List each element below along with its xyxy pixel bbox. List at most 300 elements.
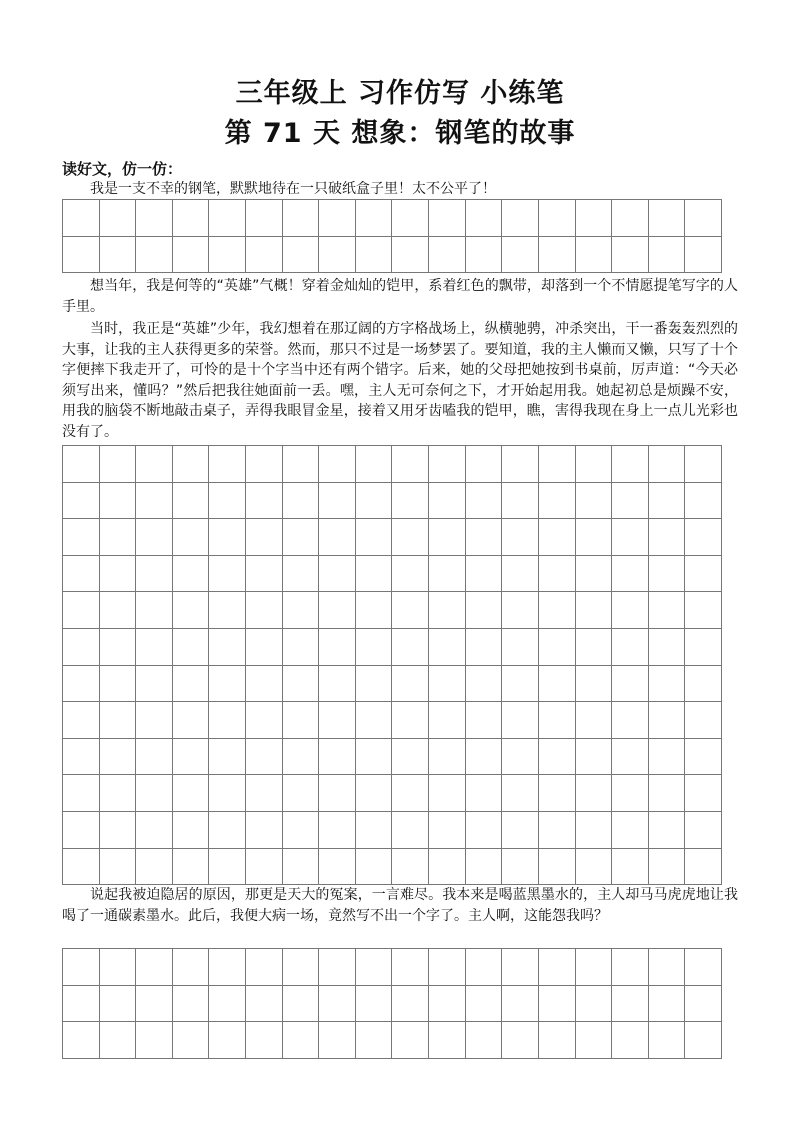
grid-cell[interactable] (209, 237, 246, 274)
grid-cell[interactable] (502, 592, 539, 629)
grid-cell[interactable] (649, 849, 686, 886)
grid-cell[interactable] (356, 237, 393, 274)
grid-cell[interactable] (429, 812, 466, 849)
grid-cell[interactable] (685, 812, 722, 849)
grid-cell[interactable] (246, 519, 283, 556)
grid-cell[interactable] (392, 556, 429, 593)
grid-cell[interactable] (319, 519, 356, 556)
grid-cell[interactable] (173, 775, 210, 812)
grid-cell[interactable] (63, 1022, 100, 1059)
grid-cell[interactable] (209, 200, 246, 237)
grid-cell[interactable] (685, 556, 722, 593)
grid-cell[interactable] (319, 986, 356, 1023)
grid-cell[interactable] (319, 775, 356, 812)
practice-grid-1[interactable] (62, 199, 722, 273)
grid-cell[interactable] (612, 666, 649, 703)
grid-cell[interactable] (173, 849, 210, 886)
grid-cell[interactable] (283, 666, 320, 703)
grid-cell[interactable] (63, 666, 100, 703)
grid-cell[interactable] (576, 556, 613, 593)
grid-cell[interactable] (173, 949, 210, 986)
grid-cell[interactable] (539, 556, 576, 593)
grid-cell[interactable] (356, 519, 393, 556)
grid-cell[interactable] (136, 949, 173, 986)
grid-cell[interactable] (246, 949, 283, 986)
grid-cell[interactable] (356, 702, 393, 739)
grid-cell[interactable] (319, 237, 356, 274)
grid-cell[interactable] (649, 592, 686, 629)
grid-cell[interactable] (209, 812, 246, 849)
grid-cell[interactable] (246, 812, 283, 849)
grid-cell[interactable] (136, 1022, 173, 1059)
grid-cell[interactable] (136, 629, 173, 666)
grid-cell[interactable] (246, 592, 283, 629)
grid-cell[interactable] (539, 200, 576, 237)
grid-cell[interactable] (429, 775, 466, 812)
grid-cell[interactable] (392, 237, 429, 274)
grid-cell[interactable] (356, 849, 393, 886)
grid-cell[interactable] (356, 812, 393, 849)
grid-cell[interactable] (283, 986, 320, 1023)
grid-cell[interactable] (63, 237, 100, 274)
grid-cell[interactable] (100, 556, 137, 593)
grid-cell[interactable] (356, 949, 393, 986)
grid-cell[interactable] (100, 592, 137, 629)
grid-cell[interactable] (649, 949, 686, 986)
grid-cell[interactable] (649, 629, 686, 666)
grid-cell[interactable] (649, 739, 686, 776)
grid-cell[interactable] (576, 592, 613, 629)
grid-cell[interactable] (392, 775, 429, 812)
grid-cell[interactable] (576, 519, 613, 556)
grid-cell[interactable] (429, 1022, 466, 1059)
grid-cell[interactable] (283, 556, 320, 593)
grid-cell[interactable] (100, 446, 137, 483)
grid-cell[interactable] (283, 237, 320, 274)
grid-cell[interactable] (466, 702, 503, 739)
grid-cell[interactable] (173, 446, 210, 483)
grid-cell[interactable] (539, 702, 576, 739)
grid-cell[interactable] (649, 200, 686, 237)
grid-cell[interactable] (466, 629, 503, 666)
grid-cell[interactable] (685, 849, 722, 886)
grid-cell[interactable] (136, 849, 173, 886)
grid-cell[interactable] (392, 483, 429, 520)
grid-cell[interactable] (612, 519, 649, 556)
grid-cell[interactable] (502, 812, 539, 849)
grid-cell[interactable] (209, 849, 246, 886)
grid-cell[interactable] (209, 949, 246, 986)
grid-cell[interactable] (319, 483, 356, 520)
grid-cell[interactable] (392, 812, 429, 849)
grid-cell[interactable] (429, 702, 466, 739)
grid-cell[interactable] (466, 666, 503, 703)
grid-cell[interactable] (356, 483, 393, 520)
grid-cell[interactable] (246, 849, 283, 886)
grid-cell[interactable] (356, 629, 393, 666)
grid-cell[interactable] (392, 666, 429, 703)
grid-cell[interactable] (136, 519, 173, 556)
grid-cell[interactable] (429, 629, 466, 666)
grid-cell[interactable] (539, 446, 576, 483)
grid-cell[interactable] (612, 556, 649, 593)
grid-cell[interactable] (466, 986, 503, 1023)
grid-cell[interactable] (429, 986, 466, 1023)
practice-grid-2[interactable] (62, 445, 722, 885)
grid-cell[interactable] (429, 237, 466, 274)
grid-cell[interactable] (246, 666, 283, 703)
grid-cell[interactable] (319, 556, 356, 593)
grid-cell[interactable] (612, 739, 649, 776)
grid-cell[interactable] (612, 849, 649, 886)
grid-cell[interactable] (685, 702, 722, 739)
grid-cell[interactable] (209, 702, 246, 739)
grid-cell[interactable] (539, 1022, 576, 1059)
grid-cell[interactable] (319, 446, 356, 483)
grid-cell[interactable] (502, 519, 539, 556)
grid-cell[interactable] (136, 702, 173, 739)
grid-cell[interactable] (502, 1022, 539, 1059)
grid-cell[interactable] (612, 200, 649, 237)
grid-cell[interactable] (209, 739, 246, 776)
grid-cell[interactable] (649, 702, 686, 739)
grid-cell[interactable] (502, 629, 539, 666)
grid-cell[interactable] (209, 556, 246, 593)
grid-cell[interactable] (576, 237, 613, 274)
grid-cell[interactable] (100, 702, 137, 739)
grid-cell[interactable] (466, 775, 503, 812)
grid-cell[interactable] (612, 592, 649, 629)
grid-cell[interactable] (685, 200, 722, 237)
grid-cell[interactable] (685, 1022, 722, 1059)
grid-cell[interactable] (173, 666, 210, 703)
grid-cell[interactable] (100, 812, 137, 849)
grid-cell[interactable] (283, 702, 320, 739)
grid-cell[interactable] (209, 1022, 246, 1059)
grid-cell[interactable] (392, 200, 429, 237)
grid-cell[interactable] (685, 629, 722, 666)
grid-cell[interactable] (502, 702, 539, 739)
grid-cell[interactable] (63, 812, 100, 849)
grid-cell[interactable] (319, 702, 356, 739)
grid-cell[interactable] (429, 666, 466, 703)
grid-cell[interactable] (685, 666, 722, 703)
grid-cell[interactable] (356, 739, 393, 776)
grid-cell[interactable] (466, 519, 503, 556)
grid-cell[interactable] (539, 812, 576, 849)
grid-cell[interactable] (466, 949, 503, 986)
grid-cell[interactable] (612, 446, 649, 483)
grid-cell[interactable] (466, 446, 503, 483)
grid-cell[interactable] (612, 629, 649, 666)
grid-cell[interactable] (173, 986, 210, 1023)
grid-cell[interactable] (173, 629, 210, 666)
grid-cell[interactable] (685, 519, 722, 556)
grid-cell[interactable] (649, 556, 686, 593)
grid-cell[interactable] (136, 483, 173, 520)
grid-cell[interactable] (63, 986, 100, 1023)
grid-cell[interactable] (319, 666, 356, 703)
grid-cell[interactable] (429, 556, 466, 593)
grid-cell[interactable] (173, 483, 210, 520)
grid-cell[interactable] (356, 775, 393, 812)
grid-cell[interactable] (392, 739, 429, 776)
grid-cell[interactable] (173, 702, 210, 739)
grid-cell[interactable] (173, 739, 210, 776)
grid-cell[interactable] (246, 1022, 283, 1059)
grid-cell[interactable] (100, 775, 137, 812)
grid-cell[interactable] (100, 483, 137, 520)
grid-cell[interactable] (100, 629, 137, 666)
grid-cell[interactable] (319, 1022, 356, 1059)
grid-cell[interactable] (100, 666, 137, 703)
grid-cell[interactable] (173, 519, 210, 556)
grid-cell[interactable] (63, 519, 100, 556)
grid-cell[interactable] (429, 483, 466, 520)
grid-cell[interactable] (429, 739, 466, 776)
grid-cell[interactable] (392, 1022, 429, 1059)
grid-cell[interactable] (539, 519, 576, 556)
grid-cell[interactable] (649, 519, 686, 556)
grid-cell[interactable] (466, 812, 503, 849)
grid-cell[interactable] (539, 949, 576, 986)
grid-cell[interactable] (319, 739, 356, 776)
grid-cell[interactable] (63, 702, 100, 739)
grid-cell[interactable] (466, 483, 503, 520)
grid-cell[interactable] (429, 519, 466, 556)
grid-cell[interactable] (685, 592, 722, 629)
grid-cell[interactable] (63, 483, 100, 520)
grid-cell[interactable] (685, 986, 722, 1023)
grid-cell[interactable] (209, 775, 246, 812)
grid-cell[interactable] (209, 483, 246, 520)
grid-cell[interactable] (649, 986, 686, 1023)
grid-cell[interactable] (283, 446, 320, 483)
grid-cell[interactable] (63, 592, 100, 629)
grid-cell[interactable] (136, 775, 173, 812)
grid-cell[interactable] (209, 446, 246, 483)
grid-cell[interactable] (356, 556, 393, 593)
grid-cell[interactable] (539, 986, 576, 1023)
grid-cell[interactable] (466, 849, 503, 886)
grid-cell[interactable] (502, 446, 539, 483)
grid-cell[interactable] (246, 556, 283, 593)
grid-cell[interactable] (502, 483, 539, 520)
grid-cell[interactable] (209, 666, 246, 703)
grid-cell[interactable] (136, 739, 173, 776)
grid-cell[interactable] (319, 200, 356, 237)
grid-cell[interactable] (576, 446, 613, 483)
grid-cell[interactable] (209, 629, 246, 666)
grid-cell[interactable] (576, 849, 613, 886)
grid-cell[interactable] (612, 986, 649, 1023)
grid-cell[interactable] (502, 949, 539, 986)
grid-cell[interactable] (612, 702, 649, 739)
grid-cell[interactable] (136, 592, 173, 629)
grid-cell[interactable] (283, 849, 320, 886)
grid-cell[interactable] (63, 849, 100, 886)
grid-cell[interactable] (356, 666, 393, 703)
grid-cell[interactable] (356, 986, 393, 1023)
grid-cell[interactable] (429, 949, 466, 986)
grid-cell[interactable] (392, 592, 429, 629)
grid-cell[interactable] (576, 702, 613, 739)
grid-cell[interactable] (392, 949, 429, 986)
grid-cell[interactable] (466, 200, 503, 237)
grid-cell[interactable] (649, 812, 686, 849)
grid-cell[interactable] (539, 775, 576, 812)
grid-cell[interactable] (246, 237, 283, 274)
grid-cell[interactable] (649, 1022, 686, 1059)
grid-cell[interactable] (63, 739, 100, 776)
grid-cell[interactable] (539, 666, 576, 703)
grid-cell[interactable] (63, 446, 100, 483)
grid-cell[interactable] (283, 1022, 320, 1059)
grid-cell[interactable] (685, 775, 722, 812)
grid-cell[interactable] (502, 237, 539, 274)
grid-cell[interactable] (649, 483, 686, 520)
grid-cell[interactable] (356, 446, 393, 483)
grid-cell[interactable] (429, 849, 466, 886)
grid-cell[interactable] (63, 949, 100, 986)
grid-cell[interactable] (100, 237, 137, 274)
grid-cell[interactable] (539, 739, 576, 776)
grid-cell[interactable] (283, 739, 320, 776)
grid-cell[interactable] (502, 200, 539, 237)
grid-cell[interactable] (429, 200, 466, 237)
grid-cell[interactable] (539, 629, 576, 666)
grid-cell[interactable] (649, 775, 686, 812)
grid-cell[interactable] (429, 592, 466, 629)
grid-cell[interactable] (502, 739, 539, 776)
grid-cell[interactable] (100, 986, 137, 1023)
grid-cell[interactable] (576, 483, 613, 520)
grid-cell[interactable] (576, 629, 613, 666)
grid-cell[interactable] (246, 483, 283, 520)
grid-cell[interactable] (136, 812, 173, 849)
grid-cell[interactable] (246, 629, 283, 666)
grid-cell[interactable] (539, 237, 576, 274)
grid-cell[interactable] (502, 986, 539, 1023)
grid-cell[interactable] (100, 200, 137, 237)
grid-cell[interactable] (539, 849, 576, 886)
grid-cell[interactable] (100, 739, 137, 776)
grid-cell[interactable] (63, 775, 100, 812)
grid-cell[interactable] (246, 702, 283, 739)
grid-cell[interactable] (246, 200, 283, 237)
grid-cell[interactable] (209, 986, 246, 1023)
grid-cell[interactable] (502, 556, 539, 593)
grid-cell[interactable] (100, 949, 137, 986)
grid-cell[interactable] (136, 237, 173, 274)
grid-cell[interactable] (685, 446, 722, 483)
grid-cell[interactable] (356, 592, 393, 629)
grid-cell[interactable] (539, 483, 576, 520)
grid-cell[interactable] (392, 849, 429, 886)
grid-cell[interactable] (649, 237, 686, 274)
practice-grid-3[interactable] (62, 948, 722, 1059)
grid-cell[interactable] (576, 739, 613, 776)
grid-cell[interactable] (173, 1022, 210, 1059)
grid-cell[interactable] (319, 849, 356, 886)
grid-cell[interactable] (246, 775, 283, 812)
grid-cell[interactable] (356, 200, 393, 237)
grid-cell[interactable] (356, 1022, 393, 1059)
grid-cell[interactable] (63, 200, 100, 237)
grid-cell[interactable] (612, 949, 649, 986)
grid-cell[interactable] (502, 666, 539, 703)
grid-cell[interactable] (173, 592, 210, 629)
grid-cell[interactable] (136, 556, 173, 593)
grid-cell[interactable] (612, 237, 649, 274)
grid-cell[interactable] (319, 592, 356, 629)
grid-cell[interactable] (429, 446, 466, 483)
grid-cell[interactable] (576, 200, 613, 237)
grid-cell[interactable] (392, 519, 429, 556)
grid-cell[interactable] (136, 200, 173, 237)
grid-cell[interactable] (319, 812, 356, 849)
grid-cell[interactable] (392, 702, 429, 739)
grid-cell[interactable] (136, 446, 173, 483)
grid-cell[interactable] (685, 739, 722, 776)
grid-cell[interactable] (100, 849, 137, 886)
grid-cell[interactable] (283, 483, 320, 520)
grid-cell[interactable] (576, 775, 613, 812)
grid-cell[interactable] (649, 446, 686, 483)
grid-cell[interactable] (209, 592, 246, 629)
grid-cell[interactable] (685, 483, 722, 520)
grid-cell[interactable] (612, 483, 649, 520)
grid-cell[interactable] (283, 592, 320, 629)
grid-cell[interactable] (283, 949, 320, 986)
grid-cell[interactable] (136, 986, 173, 1023)
grid-cell[interactable] (466, 237, 503, 274)
grid-cell[interactable] (319, 629, 356, 666)
grid-cell[interactable] (283, 775, 320, 812)
grid-cell[interactable] (63, 556, 100, 593)
grid-cell[interactable] (246, 739, 283, 776)
grid-cell[interactable] (466, 739, 503, 776)
grid-cell[interactable] (63, 629, 100, 666)
grid-cell[interactable] (502, 849, 539, 886)
grid-cell[interactable] (173, 556, 210, 593)
grid-cell[interactable] (173, 812, 210, 849)
grid-cell[interactable] (612, 812, 649, 849)
grid-cell[interactable] (283, 629, 320, 666)
grid-cell[interactable] (466, 592, 503, 629)
grid-cell[interactable] (466, 556, 503, 593)
grid-cell[interactable] (100, 519, 137, 556)
grid-cell[interactable] (466, 1022, 503, 1059)
grid-cell[interactable] (685, 949, 722, 986)
grid-cell[interactable] (283, 200, 320, 237)
grid-cell[interactable] (576, 1022, 613, 1059)
grid-cell[interactable] (173, 237, 210, 274)
grid-cell[interactable] (283, 519, 320, 556)
grid-cell[interactable] (612, 1022, 649, 1059)
grid-cell[interactable] (246, 986, 283, 1023)
grid-cell[interactable] (283, 812, 320, 849)
grid-cell[interactable] (576, 986, 613, 1023)
grid-cell[interactable] (392, 986, 429, 1023)
grid-cell[interactable] (319, 949, 356, 986)
grid-cell[interactable] (576, 666, 613, 703)
grid-cell[interactable] (576, 949, 613, 986)
grid-cell[interactable] (173, 200, 210, 237)
grid-cell[interactable] (392, 629, 429, 666)
grid-cell[interactable] (539, 592, 576, 629)
grid-cell[interactable] (246, 446, 283, 483)
